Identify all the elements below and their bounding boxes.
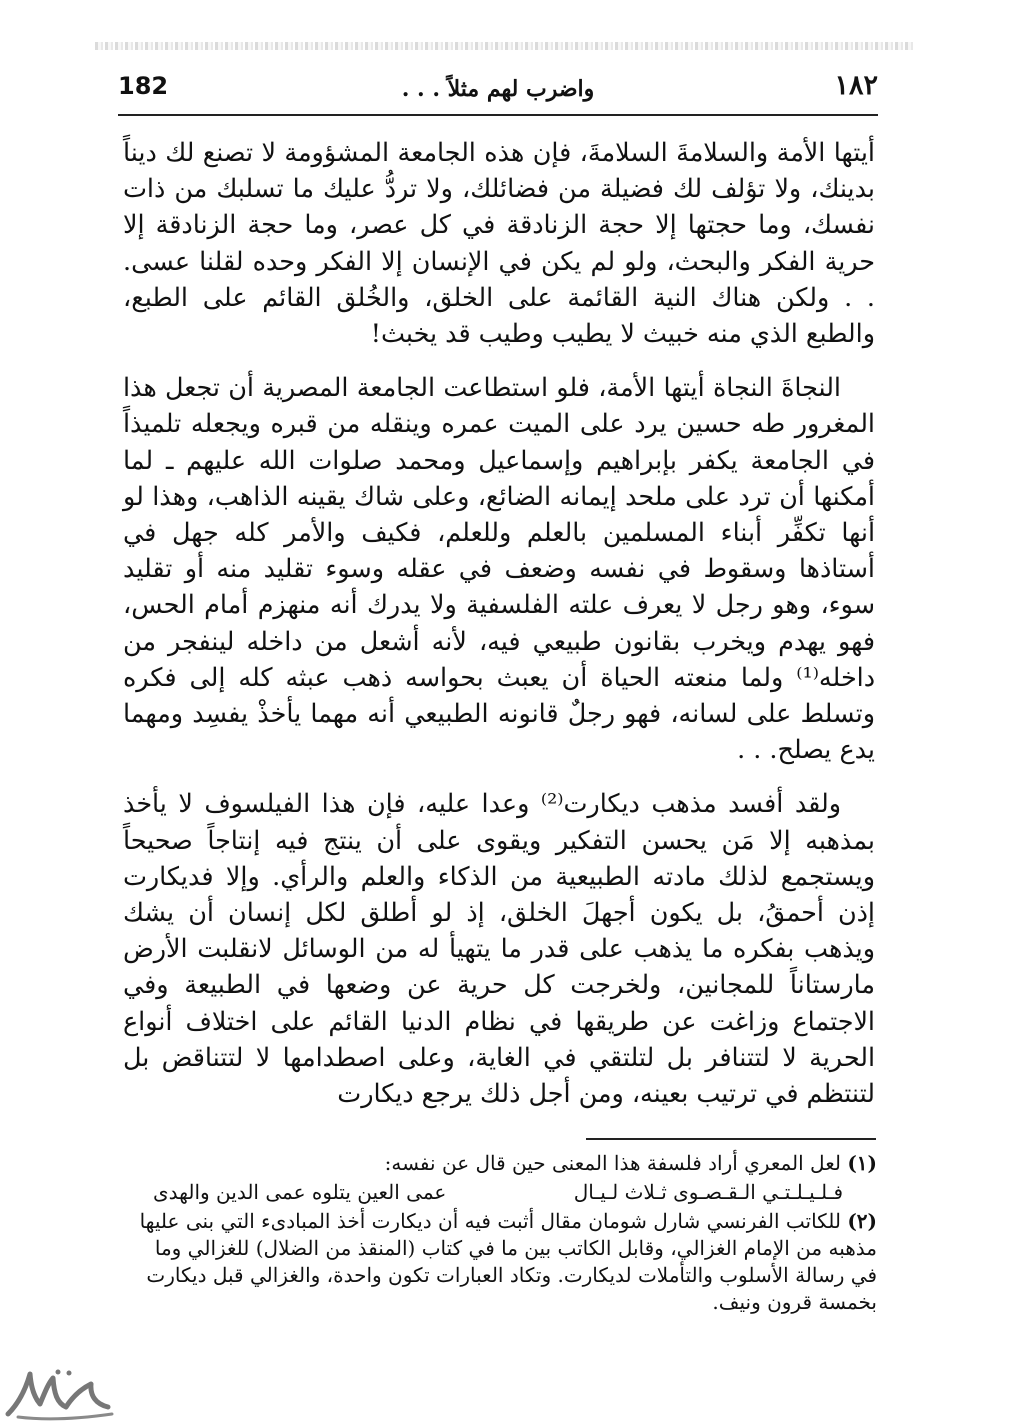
paragraph-3: ولقد أفسد مذهب ديكارت⁽²⁾ وعدا عليه، فإن هذا الفيلسوف لا يأخذ بمذهبه إلا مَن يحسن التفكير ويقوى على أن ينتج فيه إنتاجاً صحيحاً ويستجمع لذلك مادته الطبيعية من الذكاء والعلم والرأي. وإلا فديكارت إذن أحمقُ، بل يكون أجهلَ الخلق، إذ لو أطلق لكل إنسان أن يشك ويذهب بفكره ما يذهب على قدر ما يتهيأ له من الوسائل لانقلبت الأرض مارستاناً للمجانين، ولخرجت كل حرية عن وضعها في الطبيعة وفي الاجتماع وزاغت عن طريقها في نظام الدنيا القائم على اختلاف أنواع الحرية لا لتتنافر بل لتلتقي في الغاية، وعلى اصطدامها لا لتتناقض بل لتنتظم في ترتيب بعينه، ومن أجل ذلك يرجع ديكارت — [123, 788, 875, 1109]
poem-left-hemistich: عمى العين يتلوه عمى الدين والهدى — [153, 1180, 447, 1204]
page-number-arabic: ١٨٢ — [834, 70, 878, 101]
paragraph-2: النجاةَ النجاة أيتها الأمة، فلو استطاعت الجامعة المصرية أن تجعل هذا المغرور طه حسين يرد على الميت عمره وينقله من قبره ويجعله تلميذاً في الجامعة يكفر بإبراهيم وإسماعيل ومحمد صلوات الله عليهم ـ لما أمكنها أن ترد على ملحد إيمانه الضائع، وعلى شاك يقينه الذاهب، وهذا لو أنها تكفِّر أبناء المسلمين بالعلم وللعلم، فكيف والأمر كله جهل في أستاذها وسقوط في نفسه وضعف في عقله وسوء تقليد منه أو تقليد سوء، وهو رجل لا يعرف علته الفلسفية ولا يدرك أنه منهزم أمام الحس، فهو يهدم ويخرب بقانون طبيعي فيه، لأنه أشعل من داخله لينفجر من داخله⁽¹⁾ ولما منعته الحياة أن يعبث بحواسه ذهب عبثه كله إلى فكره وتسلط على لسانه، فهو رجلٌ قانونه الطبيعي أنه مهما يأخذْ يفسِد ومهما يدع يصلح. . . — [123, 372, 875, 765]
page-number-latin: 182 — [118, 72, 169, 100]
top-scan-texture — [95, 42, 915, 50]
footnote-separator — [586, 1138, 876, 1140]
footnote-1-number: (١) — [847, 1151, 877, 1175]
running-title: واضرب لهم مثلاً . . . — [401, 76, 595, 102]
page-header — [118, 72, 878, 116]
footnote-1-poem — [153, 1179, 843, 1206]
footnote-1 — [125, 1150, 877, 1177]
poem-right-hemistich: فـلـيـلـتـي الـقـصـوى ثـلاث لـيـال — [573, 1180, 843, 1204]
footnotes — [125, 1150, 877, 1316]
paragraph-1: أيتها الأمة والسلامةَ السلامةَ، فإن هذه الجامعة المشؤومة لا تصنع لك ديناً بدينك، ولا تؤلف لك فضيلة من فضائلك، ولا تردُّ عليك ما تسلبك من ذات نفسك، وما حجتها إلا حجة الزنادقة في كل عصر، وما حجة الزنادقة إلا حرية الفكر والبحث، ولو لم يكن في الإنسان إلا الفكر وحده لقلنا عسى. . . ولكن هناك النية القائمة على الخلق، والخُلق القائم على الطبع، والطبع الذي منه خبيث لا يطيب وطيب قد يخبث! — [123, 137, 875, 349]
page-body — [123, 134, 875, 1111]
footnote-2-text: للكاتب الفرنسي شارل شومان مقال أثبت فيه أن ديكارت أخذ المبادىء التي بنى عليها مذهبه من الإمام الغزالي، وقابل الكاتب بين ما في كتاب (المنقذ من الضلال) للغزالي وما في رسالة الأسلوب والتأملات لديكارت. وتكاد العبارات تكون واحدة، والغزالي قبل ديكارت بخمسة قرون ونيف. — [139, 1209, 877, 1314]
scan-watermark-logo — [0, 1362, 122, 1422]
footnote-2 — [125, 1208, 877, 1316]
footnote-1-text: لعل المعري أراد فلسفة هذا المعنى حين قال عن نفسه: — [384, 1151, 841, 1175]
footnote-2-number: (٢) — [847, 1209, 877, 1233]
